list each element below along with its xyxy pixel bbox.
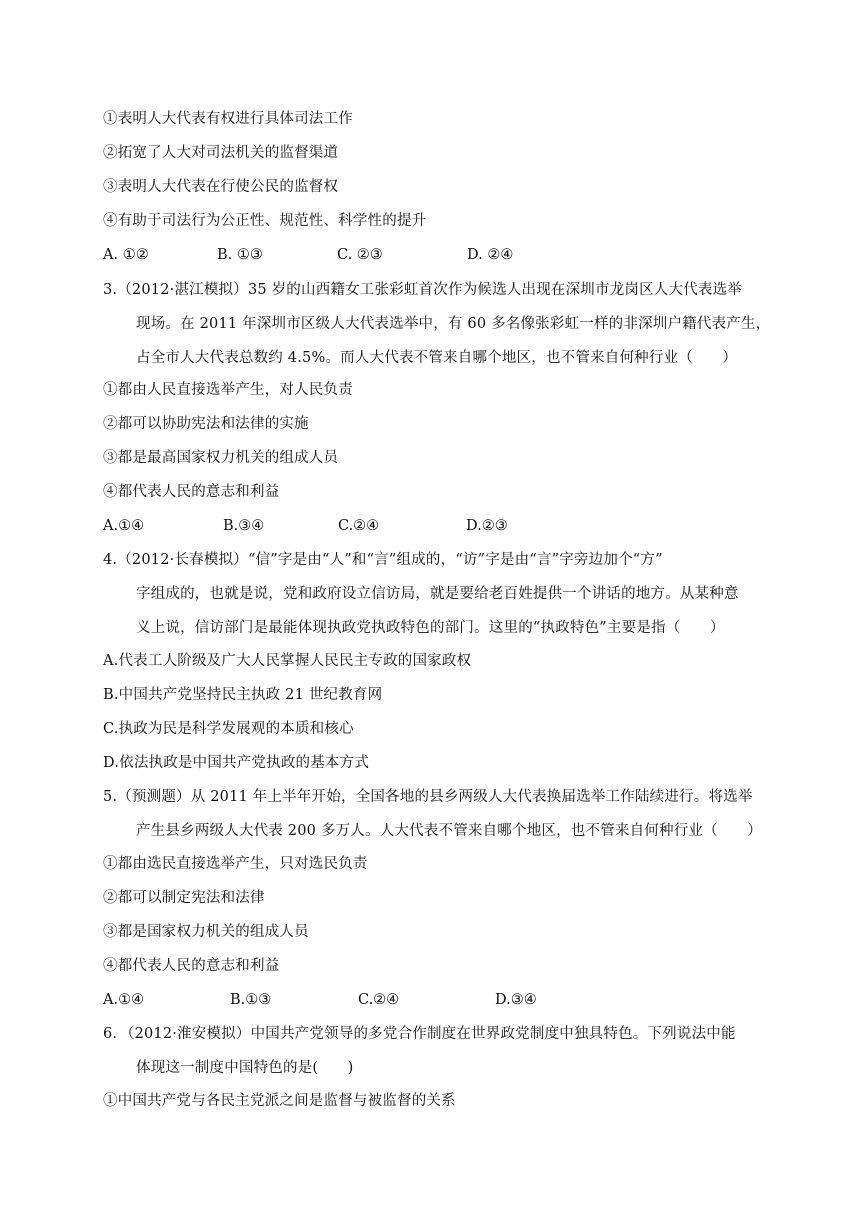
q6-item-1: ①中国共产党与各民主党派之间是监督与被监督的关系 (103, 1093, 456, 1109)
q2-item-2: ②拓宽了人大对司法机关的监督渠道 (103, 145, 339, 161)
q5-item-1: ①都由选民直接选举产生，只对选民负责 (103, 856, 368, 872)
q3-item-3: ③都是最高国家权力机关的组成人员 (103, 450, 339, 466)
q2-option-a: A. ①② (103, 247, 149, 263)
q2-option-b: B. ①③ (217, 247, 263, 263)
q2-option-c: C. ②③ (337, 247, 383, 263)
q5-option-d: D.③④ (495, 992, 537, 1008)
q3-option-d: D.②③ (466, 518, 508, 534)
q3-item-4: ④都代表人民的意志和利益 (103, 484, 280, 500)
q5-item-2: ②都可以制定宪法和法律 (103, 890, 265, 906)
q5-option-b: B.①③ (230, 992, 272, 1008)
q3-stem-line-2: 现场。在 2011 年深圳市区级人大代表选举中，有 60 多名像张彩虹一样的非深圳户籍代表产生， (136, 316, 771, 332)
q5-option-a: A.①④ (103, 992, 145, 1008)
q5-stem-line-2: 产生县乡两级人大代表 200 多万人。人大代表不管来自哪个地区，也不管来自何种行业（ ） (136, 823, 762, 839)
q2-option-d: D. ②④ (467, 247, 514, 263)
q2-item-3: ③表明人大代表在行使公民的监督权 (103, 179, 339, 195)
q3-option-b: B.③④ (223, 518, 265, 534)
q3-stem-line-3: 占全市人大代表总数约 4.5%。而人大代表不管来自哪个地区，也不管来自何种行业（ ） (136, 350, 738, 366)
q3-option-a: A.①④ (103, 518, 145, 534)
q3-stem-line-1: 3.（2012·湛江模拟）35 岁的山西籍女工张彩虹首次作为候选人出现在深圳市龙岗区人大代表选举 (103, 282, 743, 298)
q5-item-4: ④都代表人民的意志和利益 (103, 958, 280, 974)
q2-item-4: ④有助于司法行为公正性、规范性、科学性的提升 (103, 213, 427, 229)
q2-item-1: ①表明人大代表有权进行具体司法工作 (103, 111, 353, 127)
q4-option-a: A.代表工人阶级及广大人民掌握人民民主专政的国家政权 (103, 653, 472, 669)
q3-item-1: ①都由人民直接选举产生，对人民负责 (103, 382, 353, 398)
q5-stem-line-1: 5.（预测题）从 2011 年上半年开始，全国各地的县乡两级人大代表换届选举工作陆续进行。将选举 (103, 789, 753, 805)
q6-stem-line-2: 体现这一制度中国特色的是( ) (136, 1060, 354, 1076)
q4-option-d: D.依法执政是中国共产党执政的基本方式 (103, 755, 370, 771)
q3-option-c: C.②④ (338, 518, 380, 534)
q4-stem-line-3: 义上说，信访部门是最能体现执政党执政特色的部门。这里的“执政特色”主要是指（ ） (136, 620, 725, 636)
q3-item-2: ②都可以协助宪法和法律的实施 (103, 416, 309, 432)
q4-option-b: B.中国共产党坚持民主执政 21 世纪教育网 (103, 687, 383, 703)
q4-stem-line-1: 4.（2012·长春模拟）“信”字是由“人”和“言”组成的，“访”字是由“言”字旁边加个“方” (103, 552, 663, 568)
q4-stem-line-2: 字组成的，也就是说，党和政府设立信访局，就是要给老百姓提供一个讲话的地方。从某种意 (136, 586, 739, 602)
q5-item-3: ③都是国家权力机关的组成人员 (103, 924, 309, 940)
q6-stem-line-1: 6．（2012·淮安模拟）中国共产党领导的多党合作制度在世界政党制度中独具特色。下列说法中能 (103, 1026, 736, 1042)
q4-option-c: C.执政为民是科学发展观的本质和核心 (103, 721, 354, 737)
q5-option-c: C.②④ (358, 992, 400, 1008)
